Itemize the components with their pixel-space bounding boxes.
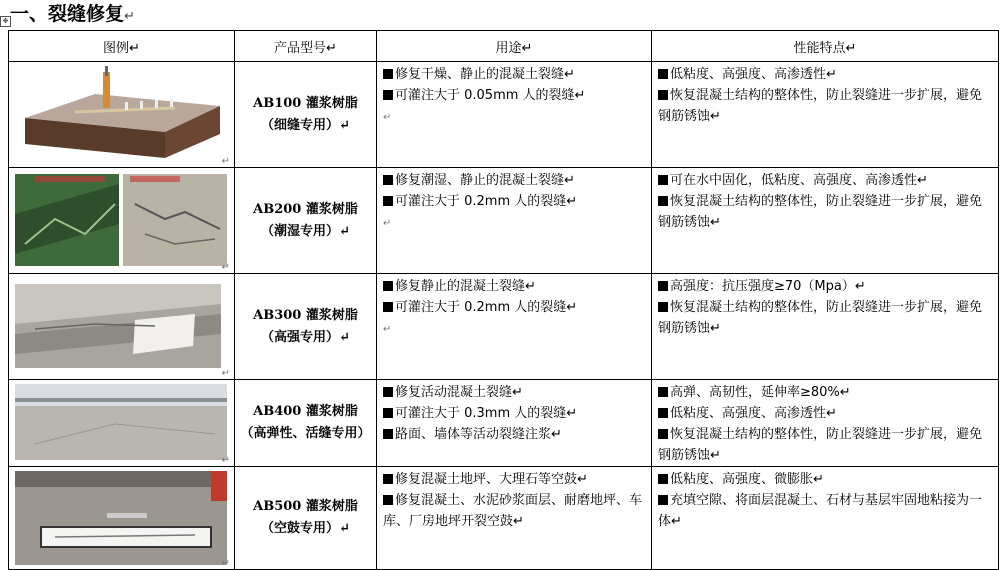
usage-item: 修复活动混凝土裂缝↵ [383, 382, 647, 403]
feature-item: 高强度：抗压强度≥70（Mpa）↵ [658, 276, 994, 297]
paragraph-mark: ↵ [221, 558, 230, 569]
black-square-icon [658, 281, 668, 291]
black-square-icon [658, 387, 668, 397]
feature-item: 恢复混凝土结构的整体性，防止裂缝进一步扩展，避免钢筋锈蚀↵ [658, 427, 983, 463]
legend-image-cell [9, 274, 235, 380]
product-purpose: （高弹性、活缝专用） [240, 426, 371, 441]
paragraph-mark: ↵ [383, 112, 392, 123]
damp-crack-images [15, 174, 227, 266]
black-square-icon [383, 90, 393, 100]
black-square-icon [658, 69, 668, 79]
table-row [9, 380, 999, 467]
usage-cell [377, 168, 652, 274]
features-cell [652, 168, 999, 274]
black-square-icon [658, 196, 668, 206]
black-square-icon [658, 495, 668, 505]
black-square-icon [383, 408, 393, 418]
section-title [10, 0, 135, 28]
product-model-cell [235, 467, 377, 570]
feature-item: 高弹、高韧性，延伸率≥80%↵ [658, 382, 994, 403]
table-row [9, 168, 999, 274]
feature-item: 恢复混凝土结构的整体性，防止裂缝进一步扩展，避免钢筋锈蚀↵ [658, 194, 983, 230]
ceiling-repair-image [15, 284, 221, 368]
usage-item: 修复混凝土、水泥砂浆面层、耐磨地坪、车库、厂房地坪开裂空鼓↵ [383, 493, 643, 529]
header-legend: 图例↵ [9, 31, 235, 62]
usage-cell [377, 274, 652, 380]
table-row [9, 274, 999, 380]
section-title-text: 一、裂缝修复 [10, 3, 125, 25]
paragraph-mark: ↵ [221, 156, 230, 167]
header-features: 性能特点↵ [652, 31, 999, 62]
header-product-model: 产品型号↵ [235, 31, 377, 62]
product-model-cell [235, 62, 377, 168]
product-model-cell [235, 168, 377, 274]
black-square-icon [383, 302, 393, 312]
features-cell [652, 467, 999, 570]
legend-image-cell [9, 168, 235, 274]
black-square-icon [658, 474, 668, 484]
black-square-icon [658, 429, 668, 439]
feature-item: 恢复混凝土结构的整体性，防止裂缝进一步扩展，避免钢筋锈蚀↵ [658, 300, 983, 336]
black-square-icon [658, 408, 668, 418]
usage-item: 修复潮湿、静止的混凝土裂缝↵ [383, 170, 647, 191]
features-cell [652, 62, 999, 168]
usage-item: 路面、墙体等活动裂缝注浆↵ [383, 424, 647, 445]
feature-item: 恢复混凝土结构的整体性，防止裂缝进一步扩展，避免钢筋锈蚀↵ [658, 88, 983, 124]
product-name: AB500 灌浆树脂 [253, 499, 358, 514]
paragraph-mark: ↵ [221, 262, 230, 273]
legend-image-cell [9, 380, 235, 467]
usage-item: 可灌注大于 0.05mm 人的裂缝↵ [383, 85, 647, 106]
black-square-icon [383, 429, 393, 439]
product-purpose: （空鼓专用）↵ [261, 521, 350, 536]
usage-cell [377, 467, 652, 570]
black-square-icon [658, 90, 668, 100]
table-move-handle-icon[interactable]: ✥ [0, 16, 11, 27]
usage-cell [377, 380, 652, 467]
product-name: AB100 灌浆树脂 [253, 95, 358, 111]
feature-item: 低粘度、高强度、高渗透性↵ [658, 403, 994, 424]
black-square-icon [383, 175, 393, 185]
feature-item: 低粘度、高强度、高渗透性↵ [658, 64, 994, 85]
paragraph-mark: ↵ [221, 455, 230, 466]
black-square-icon [383, 387, 393, 397]
features-cell [652, 274, 999, 380]
black-square-icon [658, 175, 668, 185]
slab-injection-image [15, 66, 225, 158]
product-name: AB200 灌浆树脂 [253, 201, 358, 217]
feature-item: 可在水中固化，低粘度、高强度、高渗透性↵ [658, 170, 994, 191]
paragraph-mark: ↵ [124, 9, 135, 24]
table-row [9, 467, 999, 570]
paragraph-mark: ↵ [383, 324, 392, 335]
products-table [8, 30, 999, 570]
product-purpose: （细缝专用）↵ [261, 117, 350, 133]
black-square-icon [658, 302, 668, 312]
features-cell [652, 380, 999, 467]
paragraph-mark: ↵ [221, 368, 230, 379]
usage-item: 可灌注大于 0.2mm 人的裂缝↵ [383, 191, 647, 212]
product-purpose: （高强专用）↵ [261, 329, 350, 345]
pavement-image [15, 384, 227, 460]
usage-item: 可灌注大于 0.3mm 人的裂缝↵ [383, 403, 647, 424]
product-model-cell [235, 274, 377, 380]
black-square-icon [383, 69, 393, 79]
table-header-row [9, 31, 999, 62]
usage-item: 修复干燥、静止的混凝土裂缝↵ [383, 64, 647, 85]
product-name: AB300 灌浆树脂 [253, 307, 358, 323]
product-purpose: （潮湿专用）↵ [261, 223, 350, 239]
header-usage: 用途↵ [377, 31, 652, 62]
black-square-icon [383, 474, 393, 484]
usage-item: 可灌注大于 0.2mm 人的裂缝↵ [383, 297, 647, 318]
black-square-icon [383, 281, 393, 291]
product-name: AB400 灌浆树脂 [253, 404, 358, 419]
legend-image-cell [9, 62, 235, 168]
black-square-icon [383, 196, 393, 206]
usage-item: 修复混凝土地坪、大理石等空鼓↵ [383, 469, 647, 490]
feature-item: 充填空隙、将面层混凝土、石材与基层牢固地粘接为一体↵ [658, 493, 983, 529]
table-row [9, 62, 999, 168]
hollow-floor-image [15, 471, 227, 565]
usage-item: 修复静止的混凝土裂缝↵ [383, 276, 647, 297]
feature-item: 低粘度、高强度、微膨胀↵ [658, 469, 994, 490]
usage-cell [377, 62, 652, 168]
black-square-icon [383, 495, 393, 505]
paragraph-mark: ↵ [383, 218, 392, 229]
product-model-cell [235, 380, 377, 467]
legend-image-cell [9, 467, 235, 570]
